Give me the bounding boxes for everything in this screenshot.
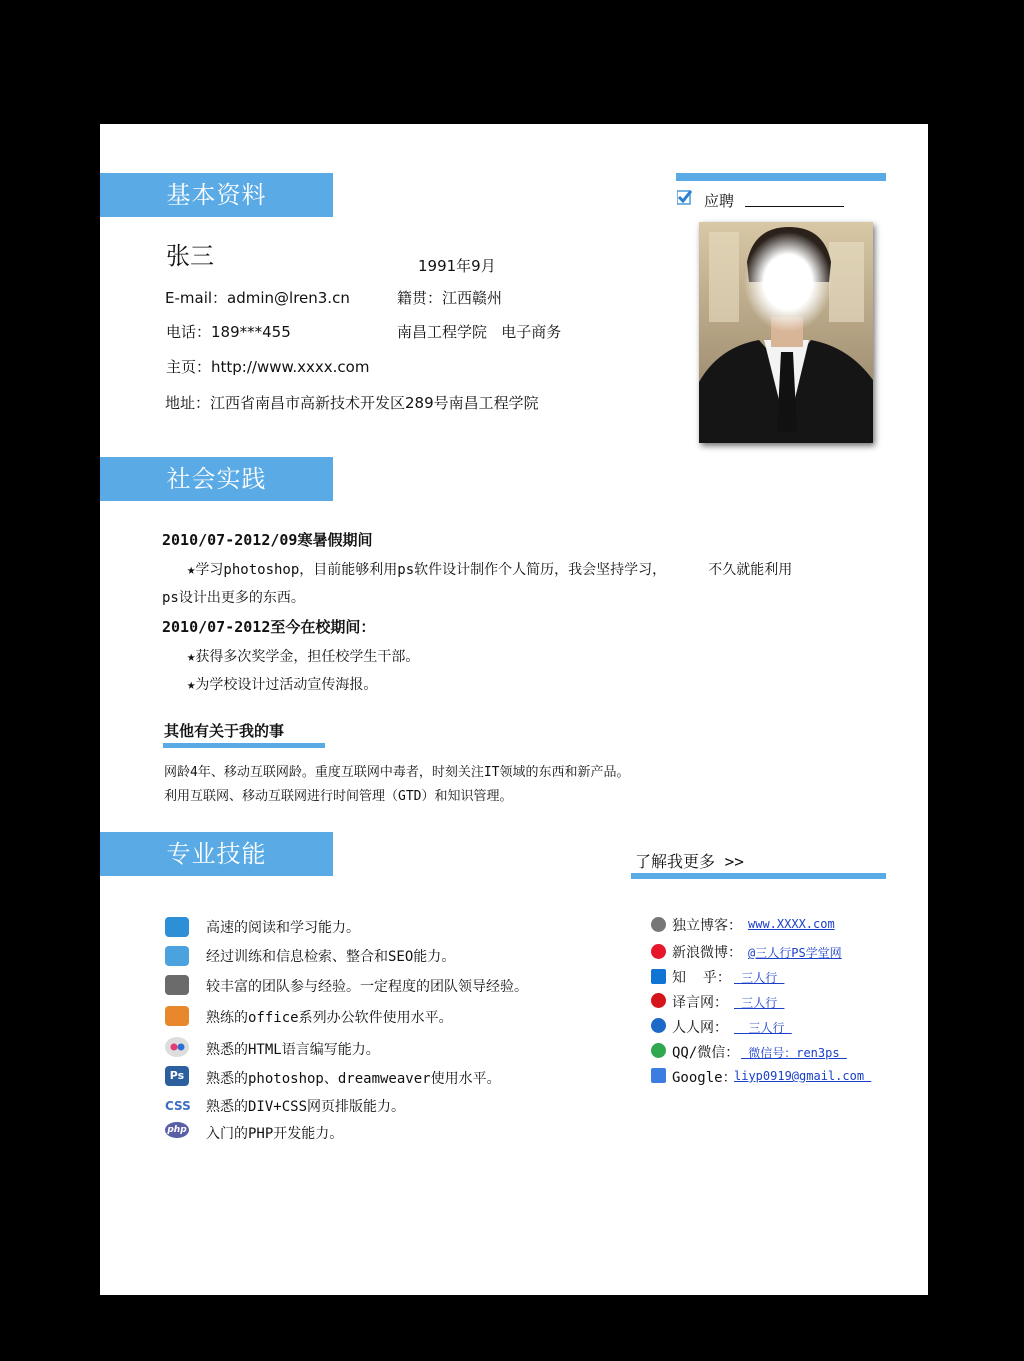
section-title-practice: 社会实践 (100, 457, 333, 501)
name: 张三 (166, 242, 214, 270)
blog-icon (651, 917, 666, 932)
other-underline (163, 743, 325, 748)
renren-icon (651, 1018, 666, 1033)
practice-period-2: 2010/07-2012至今在校期间： (162, 618, 376, 636)
weibo-link[interactable]: @三人行PS学堂网 (748, 946, 842, 960)
qq-icon (651, 1043, 666, 1058)
zhihu-icon (651, 969, 666, 984)
more-label: QQ/微信： (672, 1045, 740, 1061)
zhihu-link[interactable]: 三人行 (734, 971, 785, 985)
skill-item: 经过训练和信息检索、整合和SEO能力。 (206, 949, 456, 965)
yeeyan-icon (651, 993, 666, 1008)
practice-period-1-desc-line2: ps设计出更多的东西。 (162, 590, 305, 606)
other-line-2: 利用互联网、移动互联网进行时间管理（GTD）和知识管理。 (164, 789, 513, 804)
phone: 电话：189***455 (166, 323, 291, 341)
homepage: 主页：http://www.xxxx.com (166, 358, 370, 376)
css-icon: CSS (165, 1099, 191, 1113)
team-icon (165, 975, 189, 995)
skill-item: 熟悉的DIV+CSS网页排版能力。 (206, 1099, 406, 1115)
html-icon (165, 1037, 189, 1057)
section-title-basic: 基本资料 (100, 173, 333, 217)
google-icon (651, 1068, 666, 1083)
apply-label: 应聘 (704, 192, 735, 210)
address: 地址：江西省南昌市高新技术开发区289号南昌工程学院 (165, 394, 539, 412)
blog-link[interactable]: www.XXXX.com (748, 917, 835, 931)
skill-item: 熟悉的HTML语言编写能力。 (206, 1042, 380, 1058)
practice-item: ★获得多次奖学金，担任校学生干部。 (187, 649, 420, 665)
more-underline (631, 873, 886, 879)
hometown: 籍贯：江西赣州 (397, 289, 503, 307)
apply-top-bar (676, 173, 886, 181)
other-line-1: 网龄4年、移动互联网龄。重度互联网中毒者，时刻关注IT领域的东西和新产品。 (164, 765, 630, 780)
photoshop-icon: Ps (165, 1066, 189, 1086)
practice-period-1-desc-line1: ★学习photoshop，目前能够利用ps软件设计制作个人简历，我会坚持学习， 不久就能利用 (187, 562, 793, 578)
php-icon: php (165, 1122, 189, 1138)
practice-item: ★为学校设计过活动宣传海报。 (187, 677, 378, 693)
school-major: 南昌工程学院 电子商务 (397, 323, 562, 341)
skill-item: 较丰富的团队参与经验。一定程度的团队领导经验。 (206, 979, 528, 995)
more-label: 知 乎： (672, 970, 731, 986)
skill-item: 入门的PHP开发能力。 (206, 1126, 344, 1142)
skill-item: 熟练的office系列办公软件使用水平。 (206, 1010, 453, 1026)
profile-photo (699, 222, 873, 443)
yeeyan-link[interactable]: 三人行 (734, 996, 785, 1010)
renren-link[interactable]: 三人行 (734, 1021, 792, 1035)
practice-period-1: 2010/07-2012/09寒暑假期间 (162, 531, 373, 549)
birth-date: 1991年9月 (418, 257, 496, 275)
skill-item: 熟悉的photoshop、dreamweaver使用水平。 (206, 1071, 501, 1087)
email: E-mail：admin@lren3.cn (165, 289, 350, 307)
checkbox-icon (677, 190, 692, 205)
wechat-link[interactable]: 微信号：ren3ps (741, 1046, 847, 1060)
more-label: Google： (672, 1070, 737, 1086)
more-label: 新浪微博： (672, 945, 742, 961)
apply-underline (745, 206, 844, 207)
more-label: 独立博客： (672, 918, 742, 934)
skill-item: 高速的阅读和学习能力。 (206, 920, 360, 936)
other-title: 其他有关于我的事 (164, 722, 285, 740)
weibo-icon (651, 944, 666, 959)
book-icon (165, 917, 189, 937)
more-label: 译言网： (672, 995, 728, 1011)
section-title-skills: 专业技能 (100, 832, 333, 876)
notepad-icon (165, 946, 189, 966)
more-label: 人人网： (672, 1020, 728, 1036)
more-title: 了解我更多 >> (635, 852, 744, 871)
google-email-link[interactable]: liyp0919@gmail.com (734, 1069, 872, 1083)
office-icon (165, 1006, 189, 1026)
